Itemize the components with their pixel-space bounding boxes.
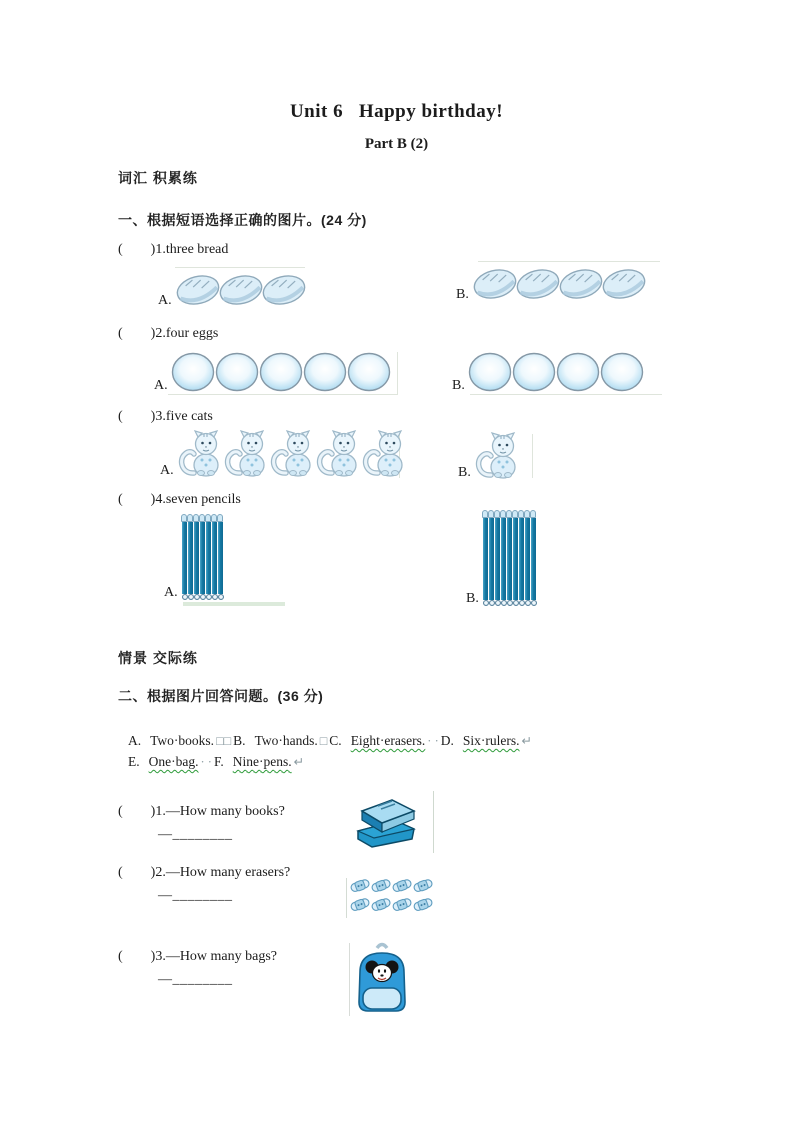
image-edge <box>346 878 347 918</box>
page-title: Unit 6 Happy birthday! <box>289 101 504 122</box>
formatting-marks: □ <box>319 734 328 748</box>
s2-question-2: ( )2.—How many erasers? <box>118 865 291 880</box>
s1-q2-option-a <box>154 351 391 393</box>
answer-blank: —________ <box>158 827 233 842</box>
pencil-bundle-a <box>181 514 223 600</box>
eraser-icon <box>371 878 391 893</box>
s1-question-4: ( )4.seven pencils <box>118 492 241 507</box>
cat-icon <box>361 430 407 478</box>
egg-row-b <box>468 351 644 393</box>
cat-icon <box>269 430 315 478</box>
bread-icon <box>472 262 518 302</box>
pencil-icon <box>501 518 506 600</box>
option-b-label: B. <box>466 590 479 606</box>
image-edge <box>349 943 350 1016</box>
pencil-icon <box>188 522 193 594</box>
return-mark: ↵ <box>293 755 305 769</box>
option-C: C. Eight·erasers. · · <box>329 733 439 748</box>
eraser-icon <box>371 897 391 912</box>
pencil-icon <box>519 518 524 600</box>
option-a-label: A. <box>164 584 178 600</box>
formatting-marks: □□ <box>216 734 232 748</box>
cat-icon <box>177 430 223 478</box>
option-D: D. Six·rulers. ↵ <box>440 733 532 748</box>
eraser-icon <box>392 897 412 912</box>
option-b-label: B. <box>456 286 469 302</box>
egg-icon <box>468 351 512 393</box>
option-b-label: B. <box>452 377 465 393</box>
egg-icon <box>556 351 600 393</box>
two-books-image <box>348 791 424 858</box>
cat-icon <box>474 432 520 480</box>
s1-q4-option-a <box>164 514 223 600</box>
pencil-icon <box>182 522 187 594</box>
s1-q1-option-a <box>158 268 307 308</box>
pencil-icon <box>483 518 488 600</box>
image-edge <box>532 434 533 478</box>
pencil-icon <box>218 522 223 594</box>
bread-icon <box>218 268 264 308</box>
eraser-icon <box>413 878 433 893</box>
egg-icon <box>347 351 391 393</box>
option-E: E. One·bag. · · <box>128 754 212 769</box>
s1-q2-option-b <box>452 351 644 393</box>
cat-icon <box>223 430 269 478</box>
return-mark: ↵ <box>521 734 532 748</box>
pencil-icon <box>206 522 211 594</box>
answer-options-line1 <box>128 730 534 752</box>
pencil-icon <box>200 522 205 594</box>
pencil-icon <box>513 518 518 600</box>
pencil-icon <box>531 518 536 600</box>
bread-icon <box>558 262 604 302</box>
s1-q1-option-b <box>456 262 647 302</box>
option-A: A. Two·books. □□ <box>128 733 232 748</box>
image-edge <box>397 352 398 395</box>
page-subtitle: Part B (2) <box>364 136 429 152</box>
bread-row-b <box>472 262 647 302</box>
pencil-icon <box>507 518 512 600</box>
egg-icon <box>171 351 215 393</box>
pencil-bundle-b <box>482 510 536 606</box>
section1-heading: 词汇 积累练 <box>118 170 198 186</box>
bread-icon <box>175 268 221 308</box>
pencil-icon <box>495 518 500 600</box>
answer-blank: —________ <box>158 972 233 987</box>
s1-q4-option-b <box>466 510 536 606</box>
image-edge <box>168 394 398 395</box>
bread-icon <box>515 262 561 302</box>
eraser-icon <box>392 878 412 893</box>
section1-instruction: 一、根据短语选择正确的图片。(24 分) <box>118 212 367 228</box>
s1-question-3: ( )3.five cats <box>118 409 213 424</box>
egg-row-a <box>171 351 391 393</box>
image-edge <box>183 602 285 606</box>
s1-question-2: ( )2.four eggs <box>118 326 219 341</box>
option-a-label: A. <box>154 377 168 393</box>
books-icon <box>348 791 424 853</box>
eight-erasers-image <box>350 878 433 916</box>
egg-icon <box>600 351 644 393</box>
s2-question-1: ( )1.—How many books? <box>118 804 285 819</box>
cat-icon <box>315 430 361 478</box>
egg-icon <box>215 351 259 393</box>
s1-question-1: ( )1.three bread <box>118 242 229 257</box>
backpack-icon <box>353 940 411 1016</box>
eraser-icon <box>413 897 433 912</box>
egg-icon <box>303 351 347 393</box>
option-a-label: A. <box>158 292 172 308</box>
pencil-icon <box>212 522 217 594</box>
option-B: B. Two·hands. □ <box>233 733 328 748</box>
answer-options-line2 <box>128 751 306 773</box>
formatting-marks: · · <box>427 734 439 748</box>
s1-q3-option-b <box>458 432 520 480</box>
s2-question-3: ( )3.—How many bags? <box>118 949 278 964</box>
bread-icon <box>601 262 647 302</box>
answer-blank: —________ <box>158 888 233 903</box>
image-edge <box>470 394 662 395</box>
bread-icon <box>261 268 307 308</box>
eraser-icon <box>350 878 370 893</box>
bread-row-a <box>175 268 307 308</box>
pencil-icon <box>525 518 530 600</box>
option-a-label: A. <box>160 462 174 478</box>
option-b-label: B. <box>458 464 471 480</box>
cat-row-b <box>474 432 520 480</box>
s1-q3-option-a <box>160 430 407 478</box>
pencil-icon <box>489 518 494 600</box>
egg-icon <box>259 351 303 393</box>
option-F: F. Nine·pens. ↵ <box>213 754 305 769</box>
eraser-icon <box>350 897 370 912</box>
cat-row-a <box>177 430 407 478</box>
image-edge <box>433 791 434 853</box>
section2-instruction: 二、根据图片回答问题。(36 分) <box>118 688 324 704</box>
mickey-backpack-image <box>353 940 411 1021</box>
formatting-marks: · · <box>200 755 212 769</box>
pencil-icon <box>194 522 199 594</box>
section2-heading: 情景 交际练 <box>118 650 198 666</box>
egg-icon <box>512 351 556 393</box>
